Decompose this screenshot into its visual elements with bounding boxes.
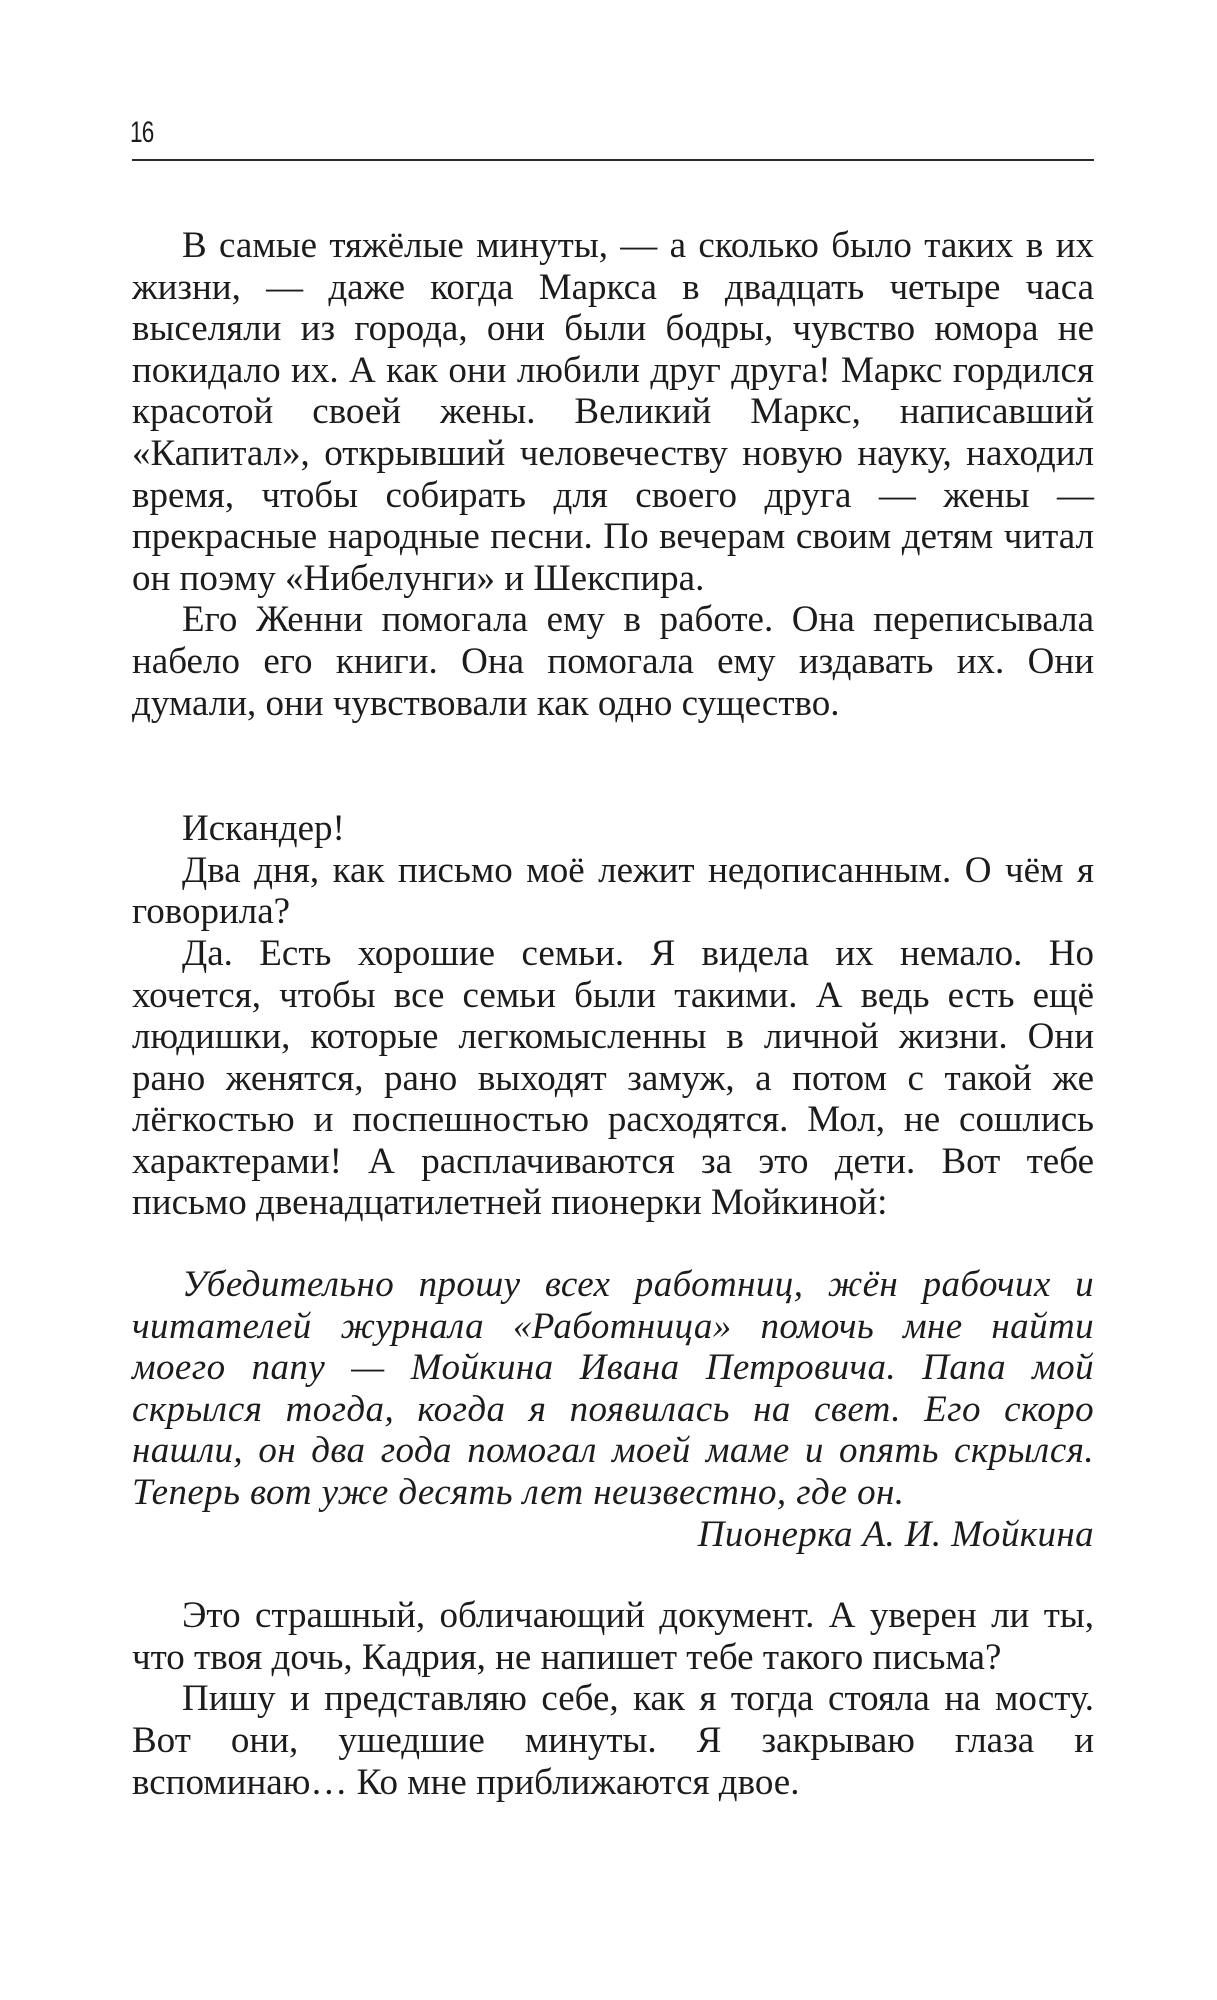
paragraph: Его Женни помогала ему в работе. Она переписывала набело его книги. Она помогала ему издавать их. Они думали, они чувствовали как одно существо. [132, 599, 1094, 724]
paragraph: Пишу и представляю себе, как я тогда стояла на мосту. Вот они, ушедшие минуты. Я закрываю глаза и вспоминаю… Ко мне приближаются двое. [132, 1678, 1094, 1803]
header-rule [132, 159, 1094, 161]
page-number: 16 [130, 116, 154, 149]
paragraph: Два дня, как письмо моё лежит недописанным. О чём я говорила? [132, 849, 1094, 933]
letter-greeting: Искандер! [182, 808, 345, 850]
section-gap [132, 724, 1094, 808]
quoted-letter-signature: Пионерка А. И. Мойкина [697, 1513, 1094, 1555]
section-gap [132, 1224, 1094, 1264]
quoted-letter: Убедительно прошу всех работниц, жён рабочих и читателей журнала «Работница» помочь мне найти моего папу — Мойкина Ивана Петровича. Папа мой скрылся тогда, когда я появилась на свет. Его скоро нашли, он два года помогал моей маме и опять скрылся. Теперь вот уже десять лет неизвестно, где он. [132, 1264, 1094, 1514]
text-body [132, 225, 1094, 1803]
paragraph: Это страшный, обличающий документ. А уверен ли ты, что твоя дочь, Кадрия, не напишет тебе такого письма? [132, 1595, 1094, 1678]
section-gap [132, 1555, 1094, 1595]
paragraph: Да. Есть хорошие семьи. Я видела их немало. Но хочется, чтобы все семьи были такими. А ведь есть ещё людишки, которые легкомысленны в личной жизни. Они рано женятся, рано выходят замуж, а потом с такой же лёгкостью и поспешностью расходятся. Мол, не сошлись характерами! А расплачиваются за это дети. Вот тебе письмо двенадцатилетней пионерки Мойкиной: [132, 932, 1094, 1224]
paragraph: В самые тяжёлые минуты, — а сколько было таких в их жизни, — даже когда Маркса в двадцать четыре часа выселяли из города, они были бодры, чувство юмора не покидало их. А как они любили друг друга! Маркс гордился красотой своей жены. Великий Маркс, написавший «Капитал», открывший человечеству новую науку, находил время, чтобы собирать для своего друга — жены — прекрасные народные песни. По вечерам своим детям читал он поэму «Нибелунги» и Шекспира. [132, 225, 1094, 599]
